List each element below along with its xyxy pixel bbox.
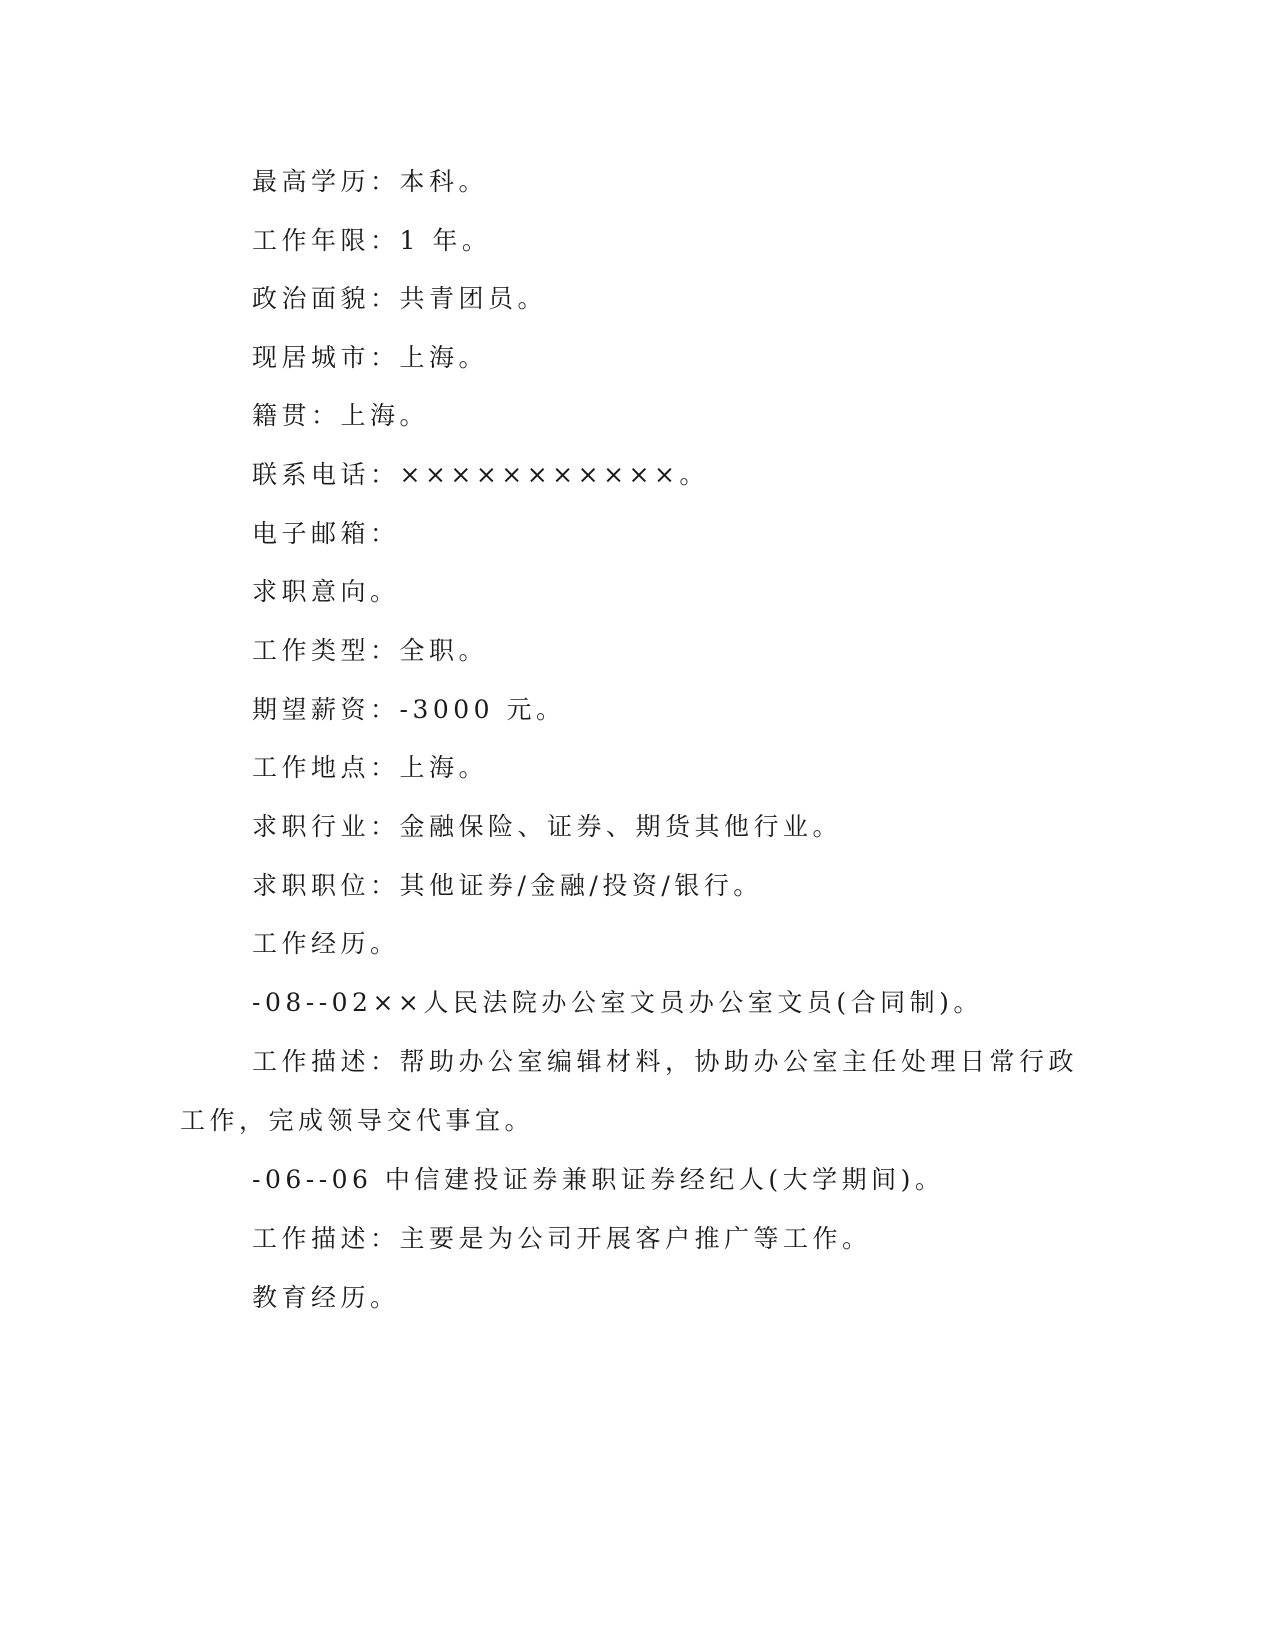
email-line: 电子邮箱： — [252, 519, 400, 548]
education-heading: 教育经历。 — [252, 1283, 400, 1312]
industry-line: 求职行业：金融保险、证券、期货其他行业。 — [252, 812, 843, 841]
job-type-line: 工作类型：全职。 — [252, 636, 489, 665]
work-experience-heading: 工作经历。 — [252, 929, 400, 958]
job-description-court: 工作描述：帮助办公室编辑材料，协助办公室主任处理日常行政 — [252, 1047, 1079, 1076]
phone-line: 联系电话：×××××××××××。 — [252, 460, 709, 489]
job-intention-heading: 求职意向。 — [252, 577, 400, 606]
job-description-court-continued: 工作，完成领导交代事宜。 — [180, 1106, 535, 1135]
political-status-line: 政治面貌：共青团员。 — [252, 284, 548, 313]
work-location-line: 工作地点：上海。 — [252, 753, 489, 782]
current-city-line: 现居城市：上海。 — [252, 343, 489, 372]
position-line: 求职职位：其他证券/金融/投资/银行。 — [252, 871, 763, 900]
work-years-line: 工作年限：1 年。 — [252, 226, 492, 255]
job-description-citic: 工作描述：主要是为公司开展客户推广等工作。 — [252, 1224, 872, 1253]
expected-salary-line: 期望薪资：-3000 元。 — [252, 695, 566, 724]
job-entry-court: -08--02××人民法院办公室文员办公室文员(合同制)。 — [252, 988, 983, 1017]
highest-education-line: 最高学历：本科。 — [252, 167, 489, 196]
job-entry-citic: -06--06 中信建投证券兼职证券经纪人(大学期间)。 — [252, 1165, 945, 1194]
hometown-line: 籍贯：上海。 — [252, 401, 430, 430]
